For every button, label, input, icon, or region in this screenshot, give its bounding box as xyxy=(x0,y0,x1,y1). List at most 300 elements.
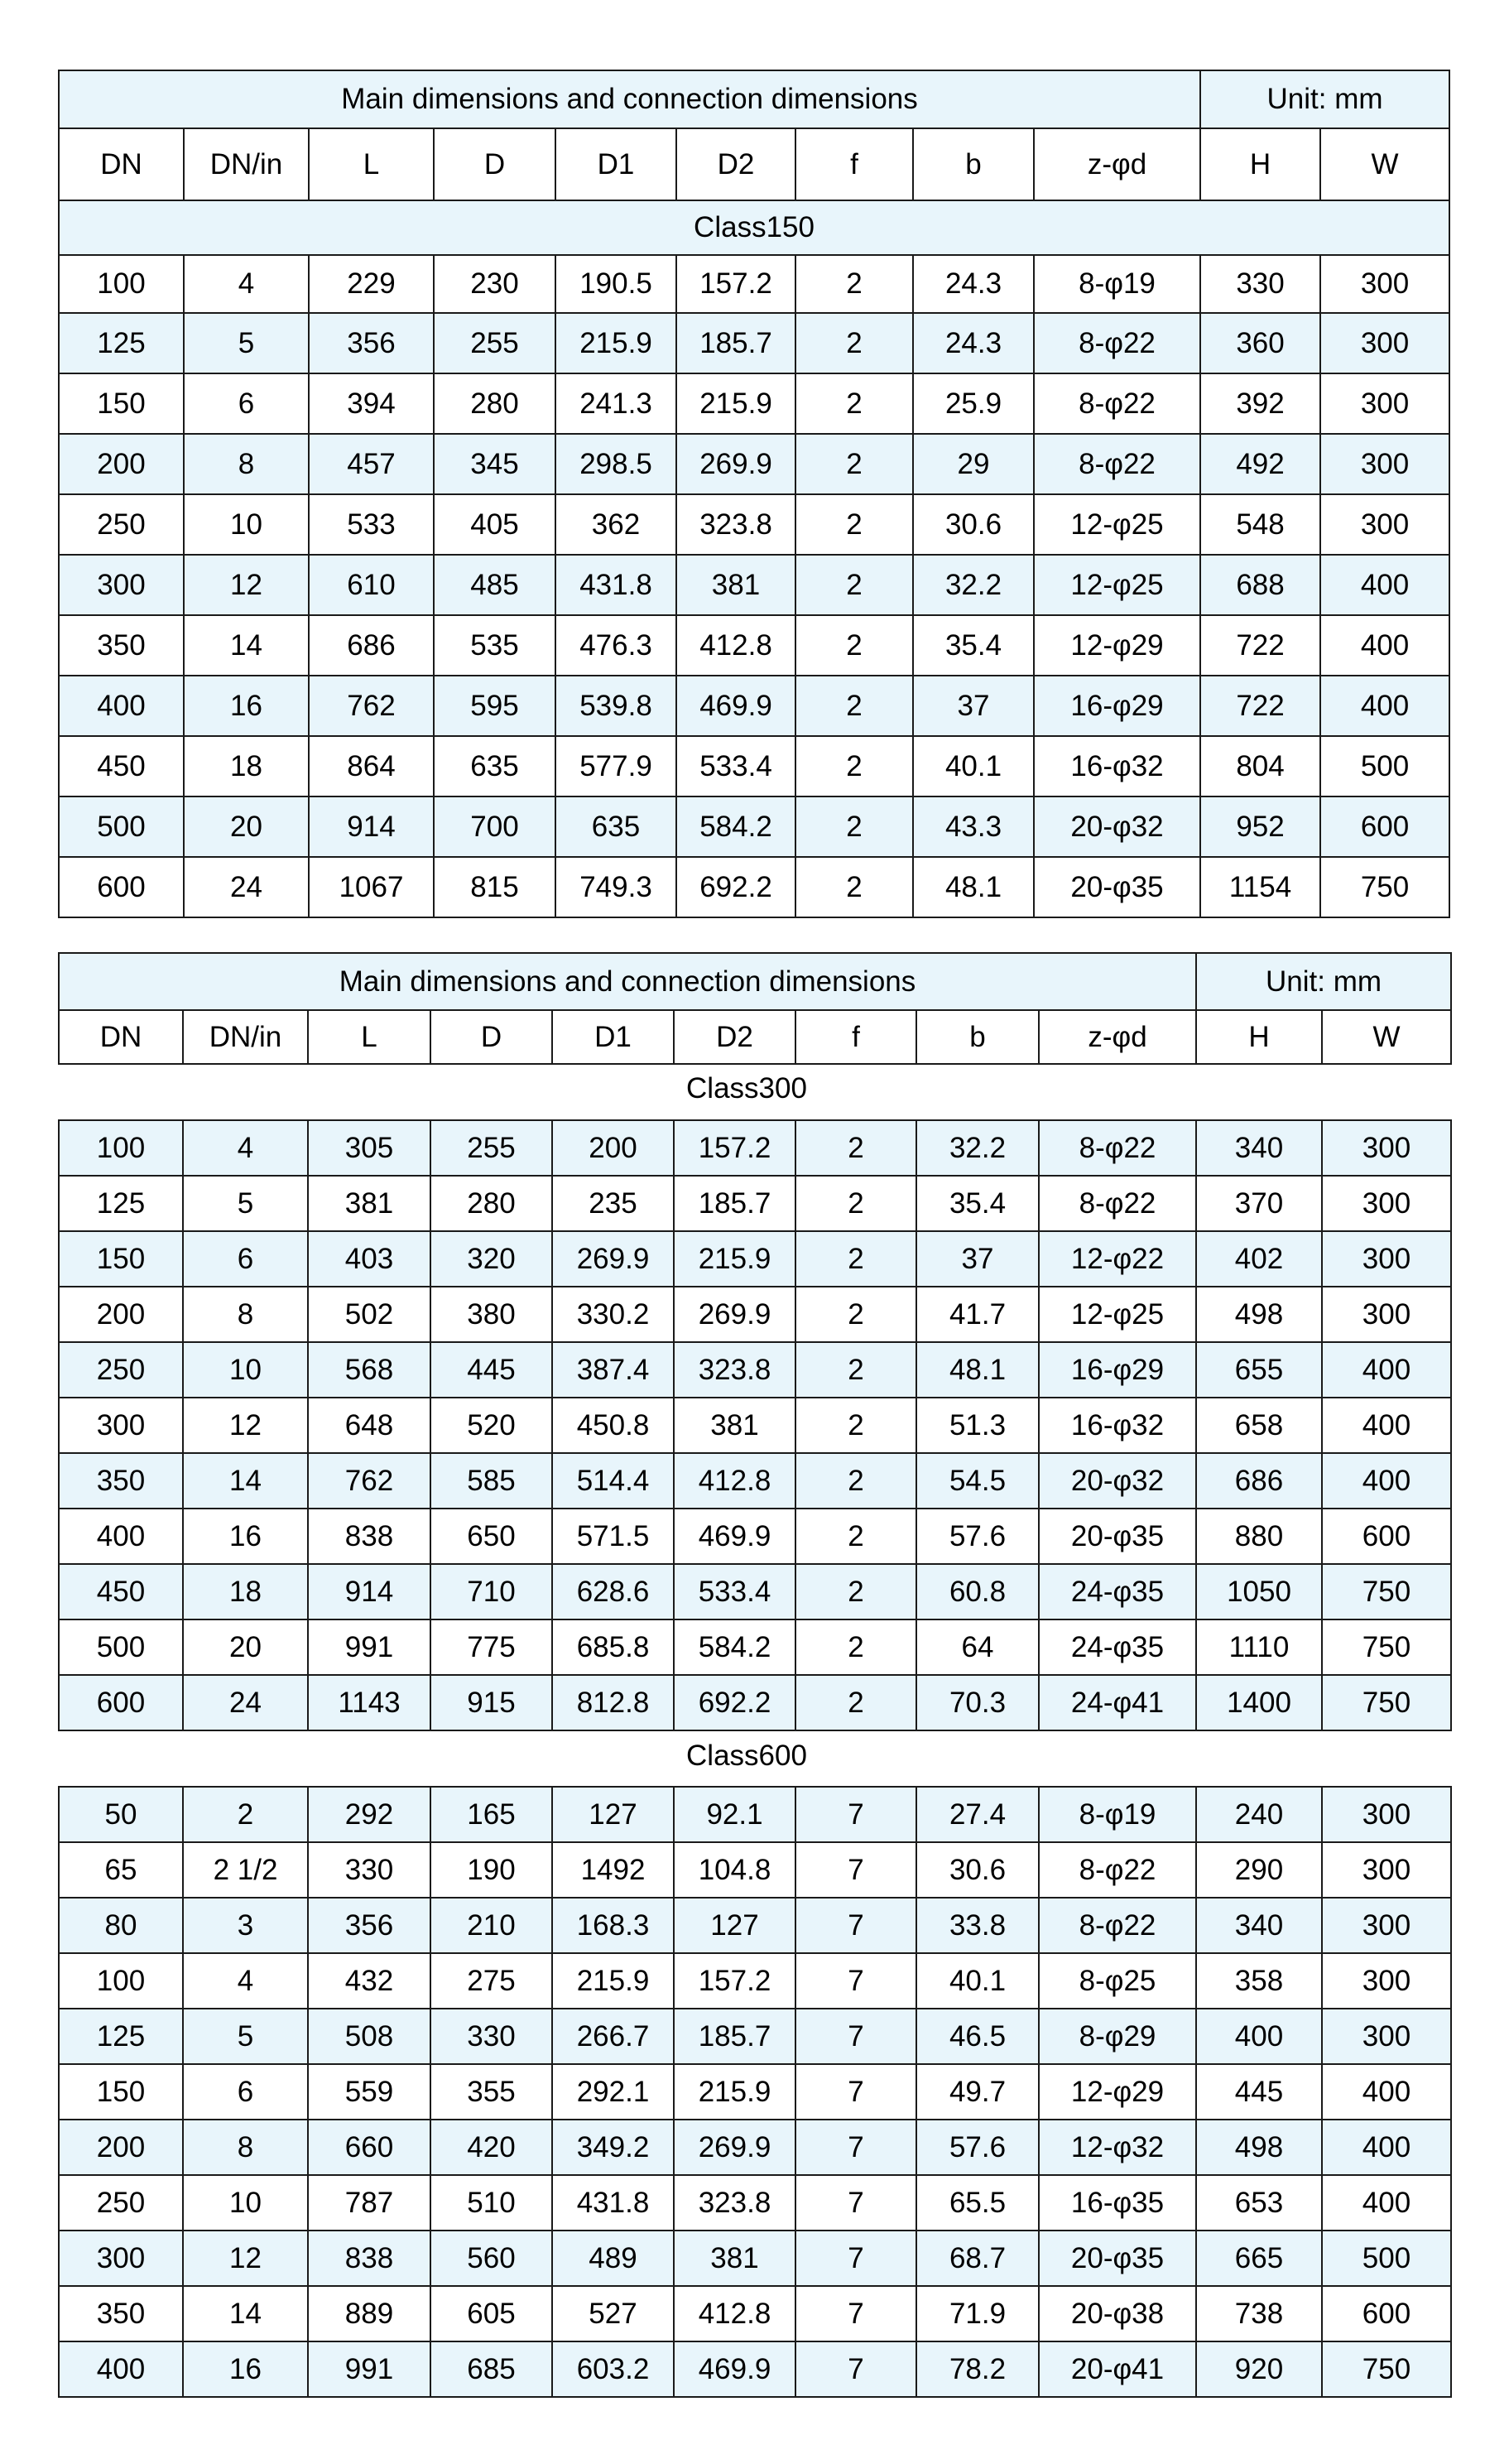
table-row xyxy=(59,796,1449,857)
table-cell: 18 xyxy=(183,1564,308,1619)
table-cell: 255 xyxy=(430,1120,552,1176)
table-cell: 20-φ32 xyxy=(1039,1453,1196,1509)
table-cell: 27.4 xyxy=(916,1787,1039,1842)
table-cell: 648 xyxy=(308,1398,430,1453)
table-cell: 35.4 xyxy=(913,615,1034,676)
table-row xyxy=(59,676,1449,736)
column-header: b xyxy=(913,128,1034,200)
table-cell: 412.8 xyxy=(676,615,795,676)
table-cell: 431.8 xyxy=(555,555,676,615)
table-cell: 2 xyxy=(795,1619,916,1675)
table-row xyxy=(59,434,1449,494)
table-cell: 269.9 xyxy=(676,434,795,494)
column-header: H xyxy=(1200,128,1320,200)
table-cell: 12-φ29 xyxy=(1034,615,1200,676)
table-cell: 20 xyxy=(184,796,309,857)
table-cell: 400 xyxy=(1320,615,1449,676)
table-cell: 700 xyxy=(434,796,555,857)
table-cell: 125 xyxy=(59,2009,183,2064)
table-cell: 300 xyxy=(59,1398,183,1453)
table-cell: 750 xyxy=(1320,857,1449,917)
table-cell: 762 xyxy=(308,1453,430,1509)
table-cell: 8-φ19 xyxy=(1034,255,1200,313)
table-cell: 12-φ25 xyxy=(1034,494,1200,555)
table-cell: 8-φ22 xyxy=(1034,373,1200,434)
table-cell: 229 xyxy=(309,255,434,313)
table-cell: 2 xyxy=(795,494,913,555)
table-row xyxy=(59,615,1449,676)
table-cell: 30.6 xyxy=(913,494,1034,555)
table-cell: 658 xyxy=(1196,1398,1322,1453)
table-cell: 12-φ25 xyxy=(1039,1287,1196,1342)
table-title: Main dimensions and connection dimensions xyxy=(59,70,1200,128)
table-cell: 2 xyxy=(795,1675,916,1730)
table-cell: 350 xyxy=(59,2286,183,2341)
table-cell: 8-φ25 xyxy=(1039,1953,1196,2009)
table-cell: 16-φ35 xyxy=(1039,2175,1196,2231)
table-cell: 12 xyxy=(183,1398,308,1453)
table-cell: 514.4 xyxy=(552,1453,674,1509)
table-cell: 49.7 xyxy=(916,2064,1039,2120)
table-cell: 812.8 xyxy=(552,1675,674,1730)
table-cell: 20 xyxy=(183,1619,308,1675)
table-cell: 10 xyxy=(184,494,309,555)
table-row xyxy=(59,857,1449,917)
column-header-row xyxy=(59,1010,1451,1064)
table-cell: 6 xyxy=(183,1231,308,1287)
column-header: D xyxy=(434,128,555,200)
table-row xyxy=(59,1120,1451,1176)
table-cell: 300 xyxy=(1320,434,1449,494)
table-cell: 330 xyxy=(430,2009,552,2064)
table-cell: 370 xyxy=(1196,1176,1322,1231)
table-cell: 7 xyxy=(795,2009,916,2064)
table-cell: 150 xyxy=(59,373,184,434)
table-row xyxy=(59,736,1449,796)
table-cell: 43.3 xyxy=(913,796,1034,857)
table-cell: 298.5 xyxy=(555,434,676,494)
table-cell: 7 xyxy=(795,1953,916,2009)
table-title-row xyxy=(59,70,1449,128)
table-cell: 300 xyxy=(1320,313,1449,373)
table-cell: 2 xyxy=(795,434,913,494)
column-header: DN xyxy=(59,128,184,200)
table-cell: 722 xyxy=(1200,676,1320,736)
table-row xyxy=(59,1564,1451,1619)
table-cell: 280 xyxy=(430,1176,552,1231)
table-cell: 300 xyxy=(1322,1176,1451,1231)
table-cell: 25.9 xyxy=(913,373,1034,434)
table-row xyxy=(59,2341,1451,2397)
table-cell: 560 xyxy=(430,2231,552,2286)
table-cell: 8-φ22 xyxy=(1039,1120,1196,1176)
table-cell: 559 xyxy=(308,2064,430,2120)
table-cell: 692.2 xyxy=(674,1675,795,1730)
table-cell: 360 xyxy=(1200,313,1320,373)
table-cell: 500 xyxy=(59,1619,183,1675)
table-cell: 30.6 xyxy=(916,1842,1039,1898)
table-cell: 24-φ41 xyxy=(1039,1675,1196,1730)
table-cell: 533.4 xyxy=(676,736,795,796)
table-cell: 457 xyxy=(309,434,434,494)
dimensions-table-class150 xyxy=(58,70,1450,918)
class-label: Class300 xyxy=(686,1072,807,1104)
table-cell: 37 xyxy=(913,676,1034,736)
table-cell: 381 xyxy=(308,1176,430,1231)
table-row xyxy=(59,1842,1451,1898)
table-cell: 1143 xyxy=(308,1675,430,1730)
table-cell: 920 xyxy=(1196,2341,1322,2397)
table-row xyxy=(59,1176,1451,1231)
table-cell: 405 xyxy=(434,494,555,555)
table-cell: 92.1 xyxy=(674,1787,795,1842)
table-cell: 20-φ35 xyxy=(1039,2231,1196,2286)
table-cell: 400 xyxy=(59,676,184,736)
table-cell: 54.5 xyxy=(916,1453,1039,1509)
table-cell: 533.4 xyxy=(674,1564,795,1619)
table-cell: 650 xyxy=(430,1509,552,1564)
column-header: W xyxy=(1320,128,1449,200)
table-cell: 8 xyxy=(184,434,309,494)
table-cell: 269.9 xyxy=(552,1231,674,1287)
table-cell: 10 xyxy=(183,2175,308,2231)
dimensions-table-class300 xyxy=(58,1119,1452,1731)
table-cell: 100 xyxy=(59,1953,183,2009)
table-cell: 165 xyxy=(430,1787,552,1842)
table-cell: 400 xyxy=(1322,1342,1451,1398)
table-cell: 68.7 xyxy=(916,2231,1039,2286)
table-cell: 185.7 xyxy=(676,313,795,373)
table-row xyxy=(59,1675,1451,1730)
table-cell: 4 xyxy=(184,255,309,313)
table-cell: 5 xyxy=(183,2009,308,2064)
table-cell: 2 xyxy=(795,1398,916,1453)
table-cell: 8-φ22 xyxy=(1039,1898,1196,1953)
table-cell: 78.2 xyxy=(916,2341,1039,2397)
table-cell: 24.3 xyxy=(913,255,1034,313)
table-cell: 2 xyxy=(795,255,913,313)
table-cell: 300 xyxy=(1320,255,1449,313)
table-cell: 6 xyxy=(183,2064,308,2120)
table-cell: 880 xyxy=(1196,1509,1322,1564)
table-cell: 762 xyxy=(309,676,434,736)
column-header: D2 xyxy=(676,128,795,200)
table-cell: 200 xyxy=(59,2120,183,2175)
table-cell: 292.1 xyxy=(552,2064,674,2120)
table-cell: 568 xyxy=(308,1342,430,1398)
table-cell: 157.2 xyxy=(674,1120,795,1176)
table-cell: 290 xyxy=(1196,1842,1322,1898)
table-cell: 345 xyxy=(434,434,555,494)
table-cell: 600 xyxy=(59,857,184,917)
table-cell: 20-φ32 xyxy=(1034,796,1200,857)
table-cell: 356 xyxy=(309,313,434,373)
column-header-row xyxy=(59,128,1449,200)
table-cell: 350 xyxy=(59,1453,183,1509)
table-cell: 655 xyxy=(1196,1342,1322,1398)
table-cell: 492 xyxy=(1200,434,1320,494)
table-cell: 65 xyxy=(59,1842,183,1898)
table-cell: 7 xyxy=(795,2286,916,2341)
table-cell: 20-φ35 xyxy=(1039,1509,1196,1564)
table-cell: 48.1 xyxy=(913,857,1034,917)
class-row xyxy=(59,200,1449,255)
table-cell: 603.2 xyxy=(552,2341,674,2397)
table-cell: 403 xyxy=(308,1231,430,1287)
table-cell: 914 xyxy=(309,796,434,857)
table-row xyxy=(59,1398,1451,1453)
table-cell: 20-φ35 xyxy=(1034,857,1200,917)
table-cell: 692.2 xyxy=(676,857,795,917)
table-cell: 8-φ22 xyxy=(1039,1176,1196,1231)
table-cell: 476.3 xyxy=(555,615,676,676)
table-cell: 305 xyxy=(308,1120,430,1176)
table-cell: 269.9 xyxy=(674,2120,795,2175)
column-header: L xyxy=(308,1010,430,1064)
table-cell: 2 xyxy=(795,857,913,917)
table-cell: 722 xyxy=(1200,615,1320,676)
table-cell: 235 xyxy=(552,1176,674,1231)
table-cell: 8 xyxy=(183,1287,308,1342)
table-cell: 100 xyxy=(59,255,184,313)
table-cell: 686 xyxy=(309,615,434,676)
table-cell: 600 xyxy=(1322,2286,1451,2341)
table-cell: 64 xyxy=(916,1619,1039,1675)
table-cell: 2 xyxy=(795,1231,916,1287)
table-cell: 392 xyxy=(1200,373,1320,434)
table-cell: 210 xyxy=(430,1898,552,1953)
table-cell: 266.7 xyxy=(552,2009,674,2064)
table-cell: 635 xyxy=(555,796,676,857)
table-cell: 2 xyxy=(795,1564,916,1619)
table-cell: 185.7 xyxy=(674,1176,795,1231)
table-cell: 445 xyxy=(1196,2064,1322,2120)
table-cell: 12 xyxy=(183,2231,308,2286)
table-cell: 381 xyxy=(676,555,795,615)
table-cell: 489 xyxy=(552,2231,674,2286)
column-header: D2 xyxy=(674,1010,795,1064)
table-cell: 300 xyxy=(1322,1231,1451,1287)
table-cell: 24 xyxy=(184,857,309,917)
table-cell: 125 xyxy=(59,1176,183,1231)
table-cell: 1067 xyxy=(309,857,434,917)
table-cell: 400 xyxy=(1320,676,1449,736)
table-cell: 16-φ29 xyxy=(1039,1342,1196,1398)
table-cell: 16-φ29 xyxy=(1034,676,1200,736)
table-cell: 571.5 xyxy=(552,1509,674,1564)
table-cell: 387.4 xyxy=(552,1342,674,1398)
table-cell: 12-φ32 xyxy=(1039,2120,1196,2175)
table-cell: 2 xyxy=(795,676,913,736)
table-row xyxy=(59,1342,1451,1398)
table-cell: 584.2 xyxy=(674,1619,795,1675)
table-cell: 185.7 xyxy=(674,2009,795,2064)
table-cell: 20-φ41 xyxy=(1039,2341,1196,2397)
table-cell: 157.2 xyxy=(676,255,795,313)
table-cell: 250 xyxy=(59,1342,183,1398)
table-cell: 600 xyxy=(1322,1509,1451,1564)
table-cell: 33.8 xyxy=(916,1898,1039,1953)
table-cell: 300 xyxy=(1320,373,1449,434)
table-cell: 150 xyxy=(59,2064,183,2120)
table-cell: 432 xyxy=(308,1953,430,2009)
table-row xyxy=(59,2009,1451,2064)
table-cell: 2 xyxy=(795,615,913,676)
table-cell: 889 xyxy=(308,2286,430,2341)
table-cell: 1154 xyxy=(1200,857,1320,917)
table-cell: 750 xyxy=(1322,1619,1451,1675)
column-header: D1 xyxy=(552,1010,674,1064)
table-cell: 8-φ29 xyxy=(1039,2009,1196,2064)
table-cell: 2 xyxy=(795,1120,916,1176)
table-cell: 635 xyxy=(434,736,555,796)
table-cell: 320 xyxy=(430,1231,552,1287)
table-cell: 7 xyxy=(795,2175,916,2231)
table-cell: 340 xyxy=(1196,1120,1322,1176)
table-cell: 16-φ32 xyxy=(1039,1398,1196,1453)
table-cell: 300 xyxy=(59,2231,183,2286)
table-cell: 2 xyxy=(795,1287,916,1342)
table-cell: 80 xyxy=(59,1898,183,1953)
table-cell: 300 xyxy=(1322,1787,1451,1842)
column-header: z-φd xyxy=(1034,128,1200,200)
table-cell: 37 xyxy=(916,1231,1039,1287)
table-cell: 600 xyxy=(1320,796,1449,857)
table-cell: 230 xyxy=(434,255,555,313)
table-cell: 1400 xyxy=(1196,1675,1322,1730)
table-cell: 6 xyxy=(184,373,309,434)
table-cell: 665 xyxy=(1196,2231,1322,2286)
table-cell: 2 xyxy=(795,1176,916,1231)
table-cell: 57.6 xyxy=(916,2120,1039,2175)
table-cell: 400 xyxy=(59,2341,183,2397)
table-cell: 400 xyxy=(59,1509,183,1564)
table-cell: 548 xyxy=(1200,494,1320,555)
table-cell: 71.9 xyxy=(916,2286,1039,2341)
table-cell: 65.5 xyxy=(916,2175,1039,2231)
table-cell: 24-φ35 xyxy=(1039,1619,1196,1675)
column-header: D1 xyxy=(555,128,676,200)
table-cell: 330 xyxy=(1200,255,1320,313)
table-row xyxy=(59,555,1449,615)
table-cell: 50 xyxy=(59,1787,183,1842)
table-cell: 300 xyxy=(1322,1287,1451,1342)
table-cell: 450 xyxy=(59,736,184,796)
column-header: f xyxy=(795,1010,916,1064)
table-cell: 2 1/2 xyxy=(183,1842,308,1898)
table-cell: 250 xyxy=(59,2175,183,2231)
column-header: DN/in xyxy=(183,1010,308,1064)
table-cell: 380 xyxy=(430,1287,552,1342)
table-cell: 349.2 xyxy=(552,2120,674,2175)
table-cell: 150 xyxy=(59,1231,183,1287)
table-cell: 190.5 xyxy=(555,255,676,313)
table-cell: 355 xyxy=(430,2064,552,2120)
table-cell: 2 xyxy=(183,1787,308,1842)
table-cell: 600 xyxy=(59,1675,183,1730)
table-cell: 14 xyxy=(184,615,309,676)
table-cell: 400 xyxy=(1322,1398,1451,1453)
table-cell: 400 xyxy=(1322,2120,1451,2175)
table-cell: 628.6 xyxy=(552,1564,674,1619)
table-cell: 16-φ32 xyxy=(1034,736,1200,796)
table-cell: 24.3 xyxy=(913,313,1034,373)
table-cell: 402 xyxy=(1196,1231,1322,1287)
table-cell: 1110 xyxy=(1196,1619,1322,1675)
table-cell: 412.8 xyxy=(674,2286,795,2341)
table-cell: 864 xyxy=(309,736,434,796)
table-cell: 539.8 xyxy=(555,676,676,736)
table-cell: 12-φ29 xyxy=(1039,2064,1196,2120)
table-cell: 520 xyxy=(430,1398,552,1453)
table-cell: 57.6 xyxy=(916,1509,1039,1564)
table-cell: 24 xyxy=(183,1675,308,1730)
column-header: W xyxy=(1322,1010,1451,1064)
table-cell: 653 xyxy=(1196,2175,1322,2231)
table-cell: 300 xyxy=(1322,1120,1451,1176)
table-cell: 215.9 xyxy=(674,1231,795,1287)
table-row xyxy=(59,373,1449,434)
table-cell: 300 xyxy=(59,555,184,615)
table-row xyxy=(59,2064,1451,2120)
table-cell: 685.8 xyxy=(552,1619,674,1675)
table-cell: 7 xyxy=(795,1787,916,1842)
table-cell: 12-φ25 xyxy=(1034,555,1200,615)
table-cell: 787 xyxy=(308,2175,430,2231)
table-cell: 2 xyxy=(795,1453,916,1509)
column-header: b xyxy=(916,1010,1039,1064)
table-cell: 51.3 xyxy=(916,1398,1039,1453)
table-cell: 323.8 xyxy=(676,494,795,555)
table-cell: 500 xyxy=(59,796,184,857)
table-cell: 3 xyxy=(183,1898,308,1953)
table-cell: 300 xyxy=(1322,2009,1451,2064)
table-cell: 400 xyxy=(1322,2175,1451,2231)
table-cell: 610 xyxy=(309,555,434,615)
table-cell: 991 xyxy=(308,2341,430,2397)
table-cell: 400 xyxy=(1322,2064,1451,2120)
table-cell: 323.8 xyxy=(674,1342,795,1398)
table-cell: 688 xyxy=(1200,555,1320,615)
table-title-row xyxy=(59,953,1451,1010)
table-cell: 7 xyxy=(795,1898,916,1953)
table-row xyxy=(59,1619,1451,1675)
table-cell: 500 xyxy=(1320,736,1449,796)
table-cell: 991 xyxy=(308,1619,430,1675)
table-cell: 7 xyxy=(795,2231,916,2286)
table-cell: 527 xyxy=(552,2286,674,2341)
table-cell: 469.9 xyxy=(674,1509,795,1564)
table-row xyxy=(59,255,1449,313)
table-cell: 292 xyxy=(308,1787,430,1842)
table-cell: 500 xyxy=(1322,2231,1451,2286)
table-cell: 2 xyxy=(795,313,913,373)
table-row xyxy=(59,2120,1451,2175)
table-cell: 60.8 xyxy=(916,1564,1039,1619)
table-cell: 200 xyxy=(59,1287,183,1342)
table-cell: 7 xyxy=(795,1842,916,1898)
table-cell: 300 xyxy=(1320,494,1449,555)
table-cell: 660 xyxy=(308,2120,430,2175)
table-cell: 168.3 xyxy=(552,1898,674,1953)
table-row xyxy=(59,2286,1451,2341)
table-cell: 12 xyxy=(184,555,309,615)
table-cell: 24-φ35 xyxy=(1039,1564,1196,1619)
dimensions-header-table xyxy=(58,952,1452,1065)
table-cell: 16 xyxy=(183,1509,308,1564)
table-cell: 300 xyxy=(1322,1898,1451,1953)
table-cell: 498 xyxy=(1196,1287,1322,1342)
